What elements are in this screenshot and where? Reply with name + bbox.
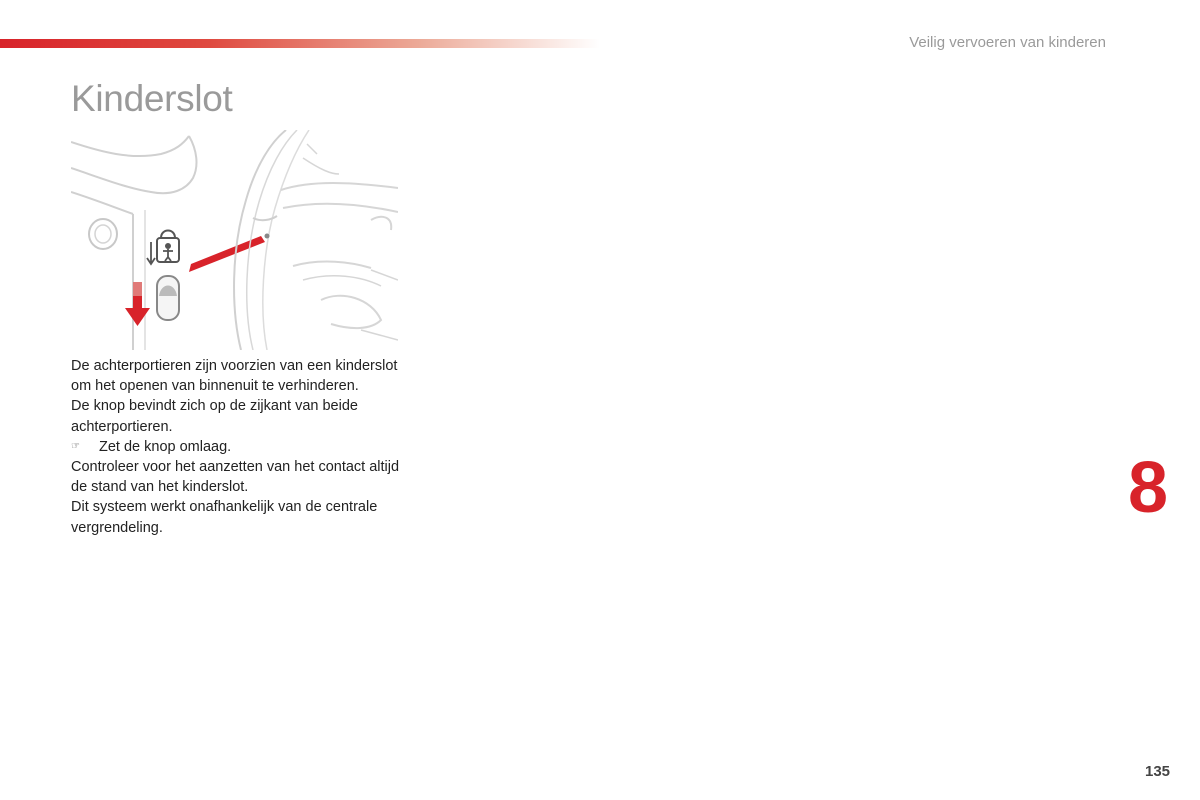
paragraph-check: Controleer voor het aanzetten van het contact altijd de stand van het kinderslot.	[71, 459, 400, 496]
instruction-text: Zet de knop omlaag.	[99, 438, 232, 455]
child-lock-illustration	[71, 130, 398, 350]
section-header: Veilig vervoeren van kinderen	[909, 34, 1106, 51]
header-accent-bar	[0, 39, 600, 48]
paragraph-intro: De achterportieren zijn voorzien van een kinderslot om het openen van binnenuit te verhinderen.	[71, 358, 398, 395]
page-title: Kinderslot	[71, 78, 233, 119]
pointing-hand-icon: ☞	[71, 440, 80, 452]
instruction-bullet	[71, 437, 411, 457]
body-text	[71, 356, 411, 538]
page-number: 135	[1145, 763, 1171, 780]
paragraph-location: De knop bevindt zich op de zijkant van beide achterportieren.	[71, 398, 358, 435]
paragraph-independent: Dit systeem werkt onafhankelijk van de centrale vergrendeling.	[71, 499, 378, 536]
chapter-number: 8	[1128, 448, 1169, 528]
